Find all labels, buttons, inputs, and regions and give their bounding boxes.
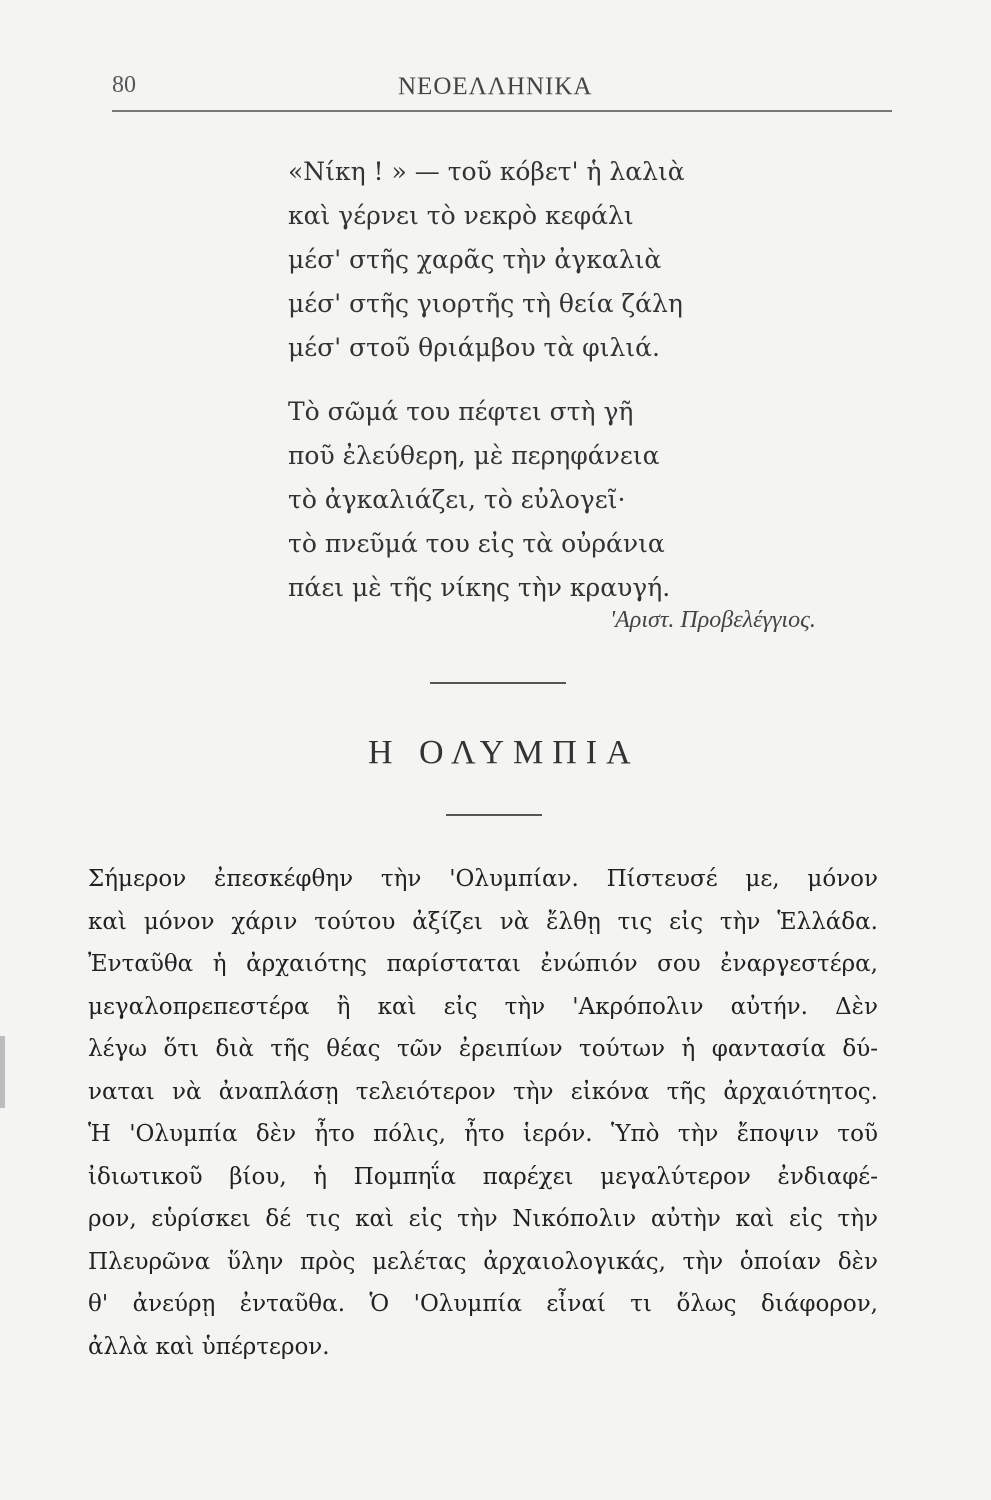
page-edge-shadow [0, 1036, 5, 1108]
prose-line: Πλευρῶνα ὕλην πρὸς μελέτας ἀρχαιολογικάς, τὴν ὁποίαν δὲν [88, 1248, 878, 1275]
prose-line: θ' ἀνεύρῃ ἐνταῦθα. Ὁ 'Ολυμπία εἶναί τι ὅλως διάφορον, [88, 1291, 878, 1317]
prose-line: μεγαλοπρεπεστέρα ἢ καὶ εἰς τὴν 'Ακρόπολιν αὐτήν. Δὲν [88, 993, 878, 1020]
verse-line: Τὸ σῶμά του πέφτει στὴ γῆ [288, 397, 634, 426]
page-number: 80 [112, 72, 136, 98]
section-divider-bottom [446, 814, 542, 816]
prose-line: ἀλλὰ καὶ ὑπέρτερον. [88, 1333, 330, 1360]
poem [288, 150, 685, 630]
prose-line: Σήμερον ἐπεσκέφθην τὴν 'Ολυμπίαν. Πίστευσέ με, μόνον [88, 866, 878, 892]
verse-line: μέσ' στοῦ θριάμβου τὰ φιλιά. [288, 333, 660, 362]
running-title: ΝΕΟΕΛΛΗΝΙΚΑ [398, 73, 593, 100]
poem-stanza-2 [288, 390, 685, 610]
poem-stanza-1 [288, 150, 685, 370]
verse-line: τὸ πνεῦμά του εἰς τὰ οὐράνια [288, 529, 665, 558]
verse-line: ποῦ ἐλεύθερη, μὲ περηφάνεια [288, 441, 660, 470]
poem-signature: 'Αριστ. Προβελέγγιος. [610, 607, 816, 633]
prose-line: Ἐνταῦθα ἡ ἀρχαιότης παρίσταται ἐνώπιόν σου ἐναργεστέρα, [88, 951, 878, 977]
article-body [88, 858, 878, 1368]
verse-line: μέσ' στῆς γιορτῆς τὴ θεία ζάλη [288, 289, 683, 318]
prose-line: ρον, εὑρίσκει δέ τις καὶ εἰς τὴν Νικόπολιν αὐτὴν καὶ εἰς τὴν [88, 1206, 878, 1232]
prose-line: ἰδιωτικοῦ βίου, ἡ Πομπηΐα παρέχει μεγαλύτερον ἐνδιαφέ- [88, 1163, 878, 1190]
prose-line: ναται νὰ ἀναπλάσῃ τελειότερον τὴν εἰκόνα τῆς ἀρχαιότητος. [88, 1078, 878, 1105]
verse-line: μέσ' στῆς χαρᾶς τὴν ἀγκαλιὰ [288, 245, 662, 274]
verse-line: πάει μὲ τῆς νίκης τὴν κραυγή. [288, 573, 671, 602]
verse-line: καὶ γέρνει τὸ νεκρὸ κεφάλι [288, 201, 634, 230]
prose-line: Ἡ 'Ολυμπία δὲν ἦτο πόλις, ἦτο ἱερόν. Ὑπὸ τὴν ἔποψιν τοῦ [88, 1121, 878, 1147]
verse-line: «Νίκη ! » — τοῦ κόβετ' ἡ λαλιὰ [288, 157, 685, 186]
prose-line: καὶ μόνον χάριν τούτου ἀξίζει νὰ ἔλθῃ τις εἰς τὴν Ἑλλάδα. [88, 908, 878, 935]
header-rule [112, 110, 892, 112]
section-divider-top [430, 682, 566, 684]
prose-line: λέγω ὅτι διὰ τῆς θέας τῶν ἐρειπίων τούτων ἡ φαντασία δύ- [88, 1036, 878, 1062]
verse-line: τὸ ἀγκαλιάζει, τὸ εὐλογεῖ· [288, 485, 626, 514]
section-title: Η ΟΛΥΜΠΙΑ [368, 734, 640, 771]
